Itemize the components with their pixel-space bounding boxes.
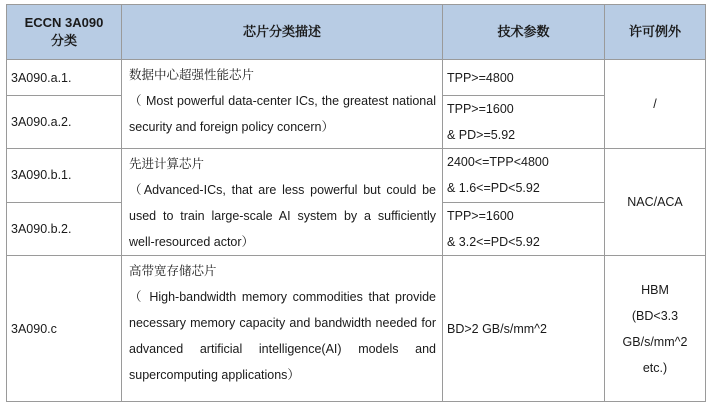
header-description: 芯片分类描述 (122, 5, 443, 60)
parameter-line: TPP>=1600 (447, 208, 514, 223)
description-cell (122, 60, 443, 149)
technical-parameter (443, 96, 605, 149)
table-row (7, 256, 706, 402)
license-exception (605, 256, 706, 402)
chip-category-title: 数据中心超强性能芯片 (129, 68, 255, 82)
technical-parameter (443, 256, 605, 402)
license-exception (605, 149, 706, 256)
chip-category-title: 先进计算芯片 (129, 157, 205, 171)
chip-category-detail: （ Most powerful data-center ICs, the greatest national security and foreign policy concern） (129, 94, 436, 134)
parameter-line: & PD>=5.92 (447, 128, 516, 142)
header-category-line-1: ECCN 3A090 (24, 15, 104, 30)
exception-line: GB/s/mm^2 (622, 334, 688, 349)
eccn-code: 3A090.c (7, 256, 122, 402)
chip-category-detail: （ High-bandwidth memory commodities that provide necessary memory capacity and bandwidth needed for advanced artificial intelligence(AI) models and supercomputing applications） (129, 290, 436, 382)
table-row (7, 60, 706, 96)
header-row (7, 5, 706, 60)
table-row (7, 149, 706, 203)
eccn-code: 3A090.a.1. (7, 60, 122, 96)
parameter-line: & 1.6<=PD<5.92 (447, 181, 540, 196)
eccn-code: 3A090.b.2. (7, 202, 122, 256)
header-category-line-2: 分类 (50, 33, 77, 48)
exception-line: (BD<3.3 (631, 308, 679, 323)
parameter-line: & 3.2<=PD<5.92 (447, 234, 540, 249)
technical-parameter (443, 202, 605, 256)
parameter-line: BD>2 GB/s/mm^2 (447, 321, 547, 336)
license-exception (605, 60, 706, 149)
parameter-line: 2400<=TPP<4800 (447, 155, 549, 170)
description-cell (122, 256, 443, 402)
header-category (7, 5, 122, 60)
header-parameters: 技术参数 (443, 5, 605, 60)
exception-line: HBM (641, 282, 669, 297)
chip-category-detail: （Advanced-ICs, that are less powerful but could be used to train large-scale AI system by a sufficiently well-resourced actor） (129, 183, 436, 249)
description-cell (122, 149, 443, 256)
exception-line: NAC/ACA (627, 195, 683, 209)
parameter-line: TPP>=4800 (447, 70, 514, 85)
exception-line: etc.) (642, 360, 668, 375)
technical-parameter (443, 60, 605, 96)
parameter-line: TPP>=1600 (447, 102, 514, 116)
chip-category-title: 高带宽存储芯片 (129, 264, 217, 278)
eccn-3a090-table (6, 4, 706, 402)
eccn-code: 3A090.a.2. (7, 96, 122, 149)
exception-line: / (653, 97, 657, 111)
header-exception: 许可例外 (605, 5, 706, 60)
technical-parameter (443, 149, 605, 203)
eccn-code: 3A090.b.1. (7, 149, 122, 203)
